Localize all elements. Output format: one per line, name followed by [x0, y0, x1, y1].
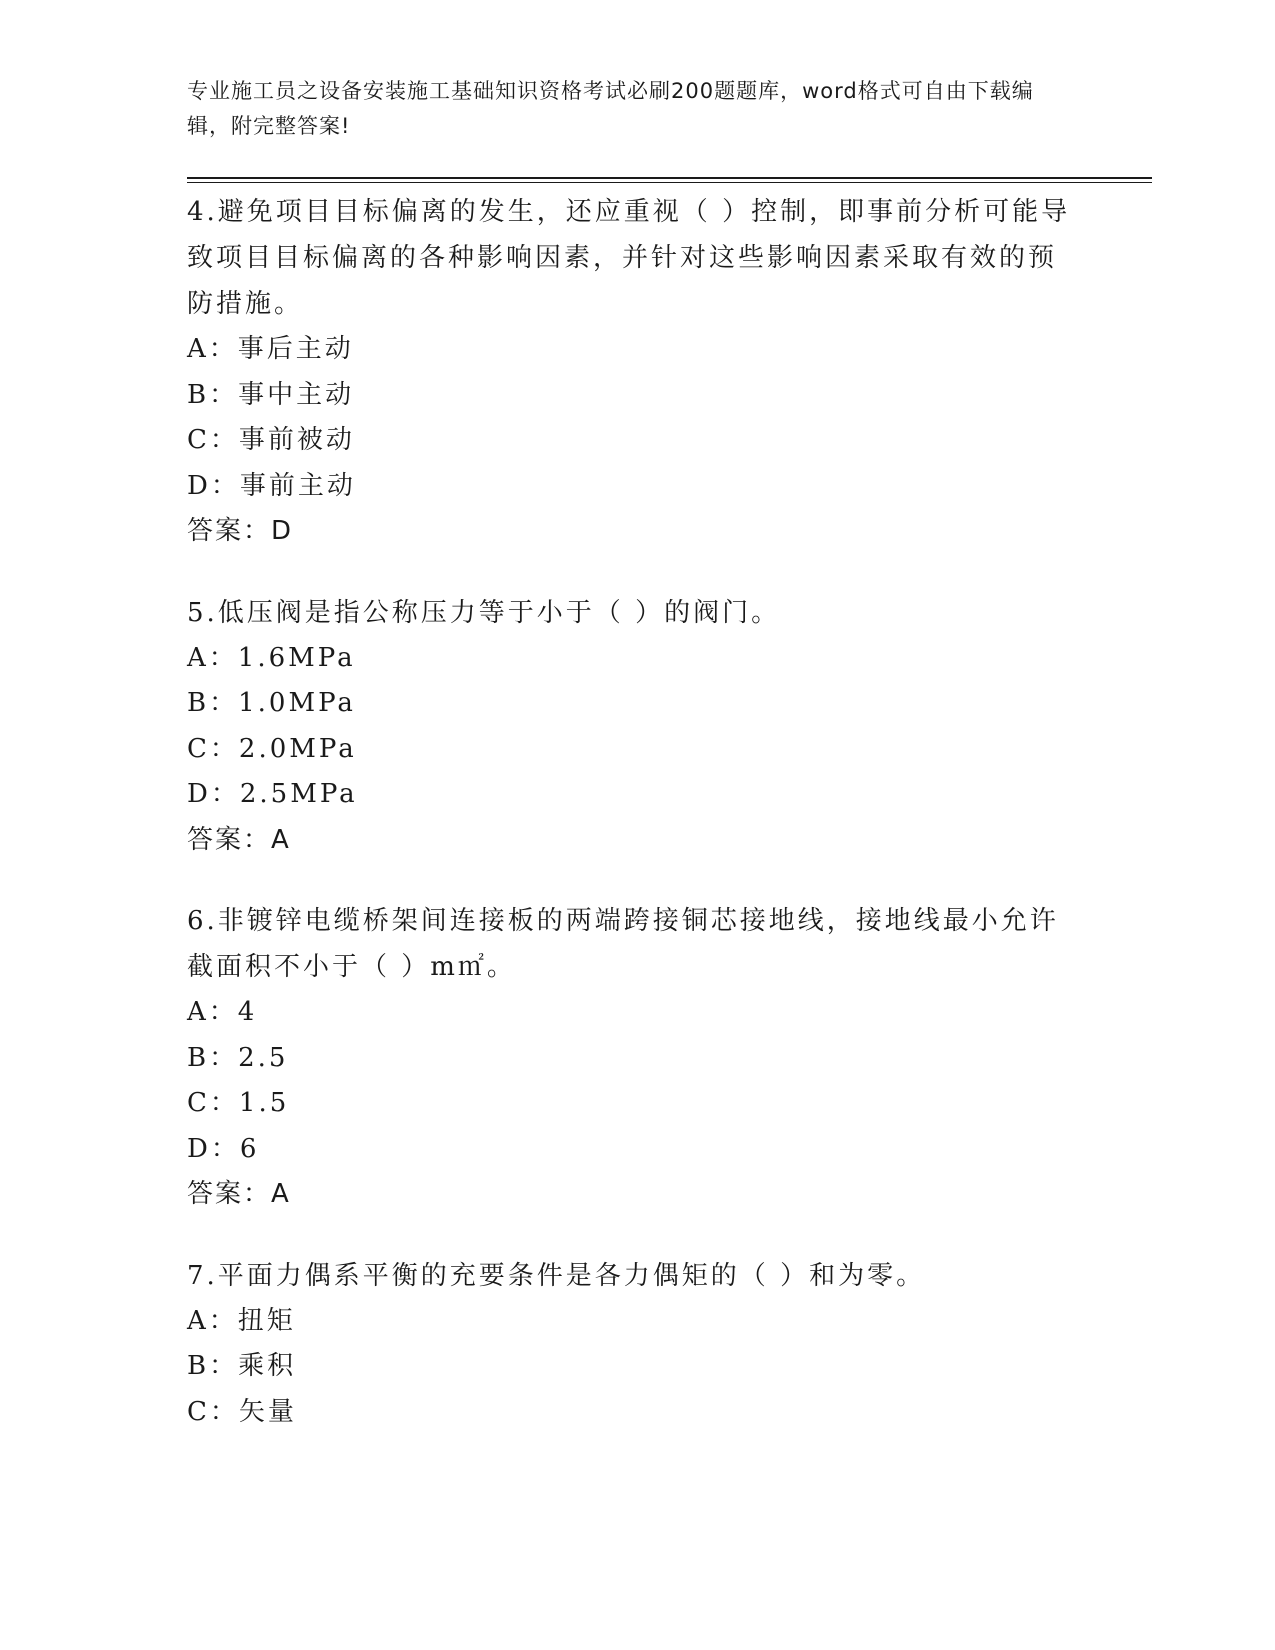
- option-a: [187, 636, 1087, 682]
- option-b: [187, 373, 1087, 419]
- option-letter: D：: [187, 779, 240, 809]
- option-letter: B：: [187, 1042, 239, 1073]
- header-rule-thin: [187, 182, 1152, 183]
- option-a: [187, 990, 1087, 1036]
- option-letter: C：: [187, 1396, 239, 1427]
- option-d: [187, 772, 1087, 818]
- answer-line: 答案：D: [187, 516, 294, 546]
- option-letter: A：: [187, 642, 238, 673]
- option-letter: D：: [187, 470, 240, 501]
- question-stem: 5.低压阀是指公称压力等于小于（ ）的阀门。: [187, 597, 781, 628]
- option-text: 2.0MPa: [238, 733, 357, 764]
- option-text: 事前主动: [239, 470, 356, 501]
- option-a: [187, 1299, 1087, 1345]
- option-c: [187, 1081, 1087, 1127]
- option-letter: A：: [187, 334, 238, 364]
- question-list: [187, 189, 1087, 1470]
- option-letter: B：: [187, 688, 239, 718]
- option-c: [187, 418, 1087, 464]
- option-b: [187, 1344, 1087, 1390]
- option-letter: B：: [187, 379, 239, 410]
- option-text: 1.6MPa: [237, 642, 356, 673]
- option-a: [187, 327, 1087, 373]
- option-text: 扭矩: [237, 1305, 296, 1336]
- option-letter: C：: [187, 425, 239, 455]
- option-text: 事中主动: [238, 379, 355, 410]
- header-rule-thick: [187, 177, 1152, 179]
- option-text: 2.5: [238, 1042, 289, 1073]
- option-text: 2.5MPa: [239, 779, 358, 809]
- option-text: 4: [237, 997, 258, 1027]
- option-text: 6: [239, 1133, 260, 1164]
- question-6: [187, 898, 1087, 1218]
- option-letter: A：: [187, 997, 238, 1027]
- option-letter: D：: [187, 1133, 240, 1164]
- option-text: 1.5: [238, 1088, 290, 1118]
- option-text: 矢量: [238, 1396, 297, 1427]
- question-stem: 4.避免项目目标偏离的发生，还应重视（ ）控制，即事前分析可能导致项目目标偏离的各种影响因素，并针对这些影响因素采取有效的预防措施。: [187, 197, 1071, 319]
- option-b: [187, 1036, 1087, 1082]
- question-7: [187, 1253, 1087, 1436]
- document-header: 专业施工员之设备安装施工基础知识资格考试必刷200题题库，word格式可自由下载编辑，附完整答案!: [187, 79, 1034, 138]
- option-letter: C：: [187, 733, 239, 764]
- option-c: [187, 1390, 1087, 1436]
- option-text: 事前被动: [238, 425, 355, 455]
- option-letter: B：: [187, 1351, 239, 1381]
- option-text: 乘积: [238, 1351, 297, 1381]
- question-stem: 7.平面力偶系平衡的充要条件是各力偶矩的（ ）和为零。: [187, 1260, 926, 1291]
- question-4: [187, 189, 1087, 555]
- option-text: 1.0MPa: [238, 688, 356, 718]
- option-d: [187, 1127, 1087, 1173]
- answer-line: 答案：A: [187, 824, 291, 855]
- option-b: [187, 681, 1087, 727]
- answer-line: 答案：A: [187, 1179, 291, 1209]
- question-stem: 6.非镀锌电缆桥架间连接板的两端跨接铜芯接地线，接地线最小允许截面积不小于（ ）m㎡。: [187, 906, 1059, 982]
- option-c: [187, 727, 1087, 773]
- option-d: [187, 464, 1087, 510]
- option-text: 事后主动: [237, 334, 354, 364]
- option-letter: A：: [187, 1305, 238, 1336]
- question-5: [187, 590, 1087, 864]
- option-letter: C：: [187, 1088, 239, 1118]
